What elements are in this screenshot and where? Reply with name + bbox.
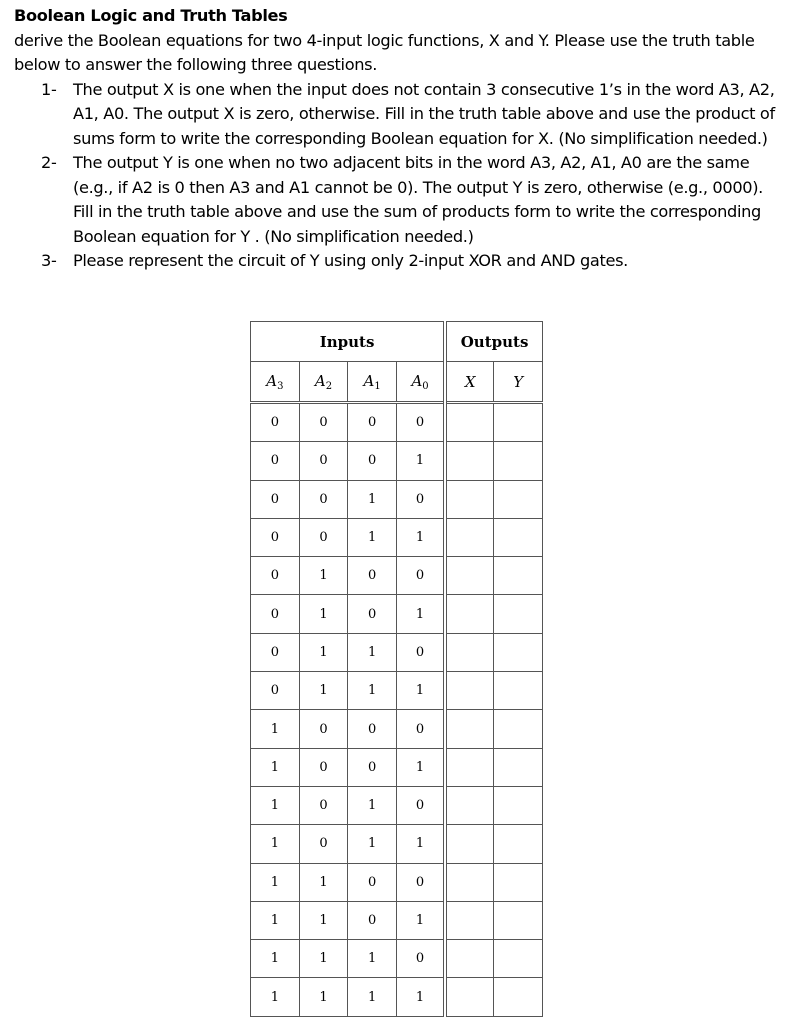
input-cell: 0 xyxy=(396,557,445,595)
output-cell-x[interactable] xyxy=(445,672,494,710)
column-header-label: Y xyxy=(513,372,524,391)
input-cell: 1 xyxy=(251,978,300,1016)
input-cell: 0 xyxy=(299,710,348,748)
input-cell: 0 xyxy=(251,442,300,480)
input-cell: 0 xyxy=(251,595,300,633)
output-cell-y[interactable] xyxy=(494,672,543,710)
table-row xyxy=(251,901,543,939)
input-cell: 0 xyxy=(299,518,348,556)
column-header-subscript: 0 xyxy=(422,380,429,392)
output-cell-x[interactable] xyxy=(445,901,494,939)
input-cell: 0 xyxy=(299,480,348,518)
table-row xyxy=(251,710,543,748)
question-text: The output X is one when the input does not contain 3 consecutive 1’s in the word A3, A2, A1, A0. The output X is zero, otherwise. Fill in the truth table above and use the product of sums form to write the corresponding Boolean equation for X. (No simplification needed.) xyxy=(73,79,775,148)
output-cell-y[interactable] xyxy=(494,786,543,824)
column-header-label: A xyxy=(314,371,326,390)
input-cell: 0 xyxy=(396,403,445,442)
question-number: 3- xyxy=(41,251,57,270)
input-cell: 1 xyxy=(396,978,445,1016)
column-header-label: A xyxy=(411,371,423,390)
table-row xyxy=(251,672,543,710)
truth-table-container xyxy=(250,321,543,1005)
output-cell-x[interactable] xyxy=(445,710,494,748)
outputs-header: Outputs xyxy=(445,322,542,362)
question-item xyxy=(14,249,784,274)
input-cell: 1 xyxy=(396,748,445,786)
column-header-a2 xyxy=(299,362,348,403)
output-cell-x[interactable] xyxy=(445,863,494,901)
output-cell-y[interactable] xyxy=(494,825,543,863)
output-cell-y[interactable] xyxy=(494,901,543,939)
input-cell: 1 xyxy=(348,940,397,978)
input-cell: 0 xyxy=(396,710,445,748)
question-item xyxy=(14,78,784,152)
input-cell: 1 xyxy=(299,901,348,939)
column-header-subscript: 2 xyxy=(325,380,333,392)
input-cell: 1 xyxy=(299,595,348,633)
table-row xyxy=(251,786,543,824)
input-cell: 0 xyxy=(348,748,397,786)
table-row xyxy=(251,442,543,480)
input-cell: 0 xyxy=(299,825,348,863)
output-cell-x[interactable] xyxy=(445,518,494,556)
column-header-label: X xyxy=(464,372,476,391)
input-cell: 0 xyxy=(348,595,397,633)
inputs-header: Inputs xyxy=(251,322,446,362)
question-text: Please represent the circuit of Y using only 2-input XOR and AND gates. xyxy=(73,251,628,270)
input-cell: 0 xyxy=(251,557,300,595)
output-cell-x[interactable] xyxy=(445,748,494,786)
input-cell: 0 xyxy=(396,863,445,901)
output-cell-x[interactable] xyxy=(445,978,494,1016)
input-cell: 0 xyxy=(396,940,445,978)
output-cell-x[interactable] xyxy=(445,633,494,671)
question-text: The output Y is one when no two adjacent bits in the word A3, A2, A1, A0 are the same (e.g., if A2 is 0 then A3 and A1 cannot be 0). The output Y is zero, otherwise (e.g., 0000). Fill in the truth table above and use the sum of products form to write the corresponding Boolean equation for Y . (No simplification needed.) xyxy=(73,153,763,246)
input-cell: 1 xyxy=(251,901,300,939)
table-row xyxy=(251,403,543,442)
table-row xyxy=(251,633,543,671)
input-cell: 0 xyxy=(348,710,397,748)
column-header-subscript: 1 xyxy=(374,380,381,392)
input-cell: 0 xyxy=(396,633,445,671)
input-cell: 0 xyxy=(299,442,348,480)
table-row xyxy=(251,863,543,901)
output-cell-y[interactable] xyxy=(494,940,543,978)
input-cell: 1 xyxy=(396,901,445,939)
intro-paragraph: derive the Boolean equations for two 4-input logic functions, X and Y. Please use the truth table below to answer the following three questions. xyxy=(14,30,755,74)
output-cell-y[interactable] xyxy=(494,480,543,518)
output-cell-x[interactable] xyxy=(445,442,494,480)
output-cell-x[interactable] xyxy=(445,557,494,595)
input-cell: 1 xyxy=(396,825,445,863)
input-cell: 1 xyxy=(348,480,397,518)
output-cell-y[interactable] xyxy=(494,978,543,1016)
table-row xyxy=(251,978,543,1016)
input-cell: 0 xyxy=(396,786,445,824)
input-cell: 0 xyxy=(251,403,300,442)
input-cell: 1 xyxy=(299,557,348,595)
output-cell-x[interactable] xyxy=(445,940,494,978)
input-cell: 0 xyxy=(251,480,300,518)
input-cell: 0 xyxy=(251,633,300,671)
input-cell: 1 xyxy=(396,672,445,710)
document xyxy=(14,4,784,274)
input-cell: 1 xyxy=(299,863,348,901)
output-cell-x[interactable] xyxy=(445,403,494,442)
input-cell: 0 xyxy=(299,786,348,824)
question-list xyxy=(14,78,784,274)
input-cell: 1 xyxy=(396,442,445,480)
input-cell: 0 xyxy=(299,748,348,786)
truth-table-body xyxy=(251,403,543,1017)
input-cell: 1 xyxy=(396,518,445,556)
output-cell-x[interactable] xyxy=(445,480,494,518)
table-row xyxy=(251,557,543,595)
table-row xyxy=(251,518,543,556)
column-header-a1 xyxy=(348,362,397,403)
question-number: 1- xyxy=(41,79,57,99)
question-number: 2- xyxy=(41,153,57,172)
output-cell-y[interactable] xyxy=(494,403,543,442)
document-title: Boolean Logic and Truth Tables xyxy=(14,6,288,25)
input-cell: 1 xyxy=(251,786,300,824)
output-cell-y[interactable] xyxy=(494,748,543,786)
input-cell: 0 xyxy=(251,672,300,710)
output-cell-x[interactable] xyxy=(445,786,494,824)
input-cell: 1 xyxy=(251,710,300,748)
table-row xyxy=(251,480,543,518)
input-cell: 1 xyxy=(348,978,397,1016)
input-cell: 1 xyxy=(348,672,397,710)
column-header-x xyxy=(445,362,494,403)
output-cell-y[interactable] xyxy=(494,595,543,633)
input-cell: 1 xyxy=(251,825,300,863)
column-header-label: A xyxy=(363,371,375,390)
input-cell: 1 xyxy=(299,633,348,671)
output-cell-y[interactable] xyxy=(494,557,543,595)
input-cell: 0 xyxy=(348,442,397,480)
table-row xyxy=(251,825,543,863)
input-cell: 1 xyxy=(348,786,397,824)
input-cell: 1 xyxy=(251,748,300,786)
input-cell: 1 xyxy=(299,672,348,710)
input-cell: 0 xyxy=(348,557,397,595)
input-cell: 0 xyxy=(348,863,397,901)
input-cell: 1 xyxy=(251,940,300,978)
question-item xyxy=(14,151,784,249)
output-cell-x[interactable] xyxy=(445,825,494,863)
output-cell-x[interactable] xyxy=(445,595,494,633)
column-header-a0 xyxy=(396,362,445,403)
variable-header-row xyxy=(251,362,543,403)
output-cell-y[interactable] xyxy=(494,518,543,556)
output-cell-y[interactable] xyxy=(494,710,543,748)
column-header-a3 xyxy=(251,362,300,403)
output-cell-y[interactable] xyxy=(494,442,543,480)
input-cell: 0 xyxy=(251,518,300,556)
input-cell: 1 xyxy=(251,863,300,901)
table-row xyxy=(251,748,543,786)
output-cell-y[interactable] xyxy=(494,633,543,671)
column-header-label: A xyxy=(266,371,278,390)
table-row xyxy=(251,595,543,633)
column-header-y xyxy=(494,362,543,403)
output-cell-y[interactable] xyxy=(494,863,543,901)
input-cell: 1 xyxy=(348,518,397,556)
input-cell: 0 xyxy=(348,403,397,442)
input-cell: 1 xyxy=(396,595,445,633)
column-header-subscript: 3 xyxy=(277,380,284,392)
table-row xyxy=(251,940,543,978)
input-cell: 1 xyxy=(299,978,348,1016)
input-cell: 0 xyxy=(396,480,445,518)
input-cell: 0 xyxy=(299,403,348,442)
input-cell: 0 xyxy=(348,901,397,939)
input-cell: 1 xyxy=(299,940,348,978)
input-cell: 1 xyxy=(348,825,397,863)
truth-table xyxy=(250,321,543,1017)
input-cell: 1 xyxy=(348,633,397,671)
